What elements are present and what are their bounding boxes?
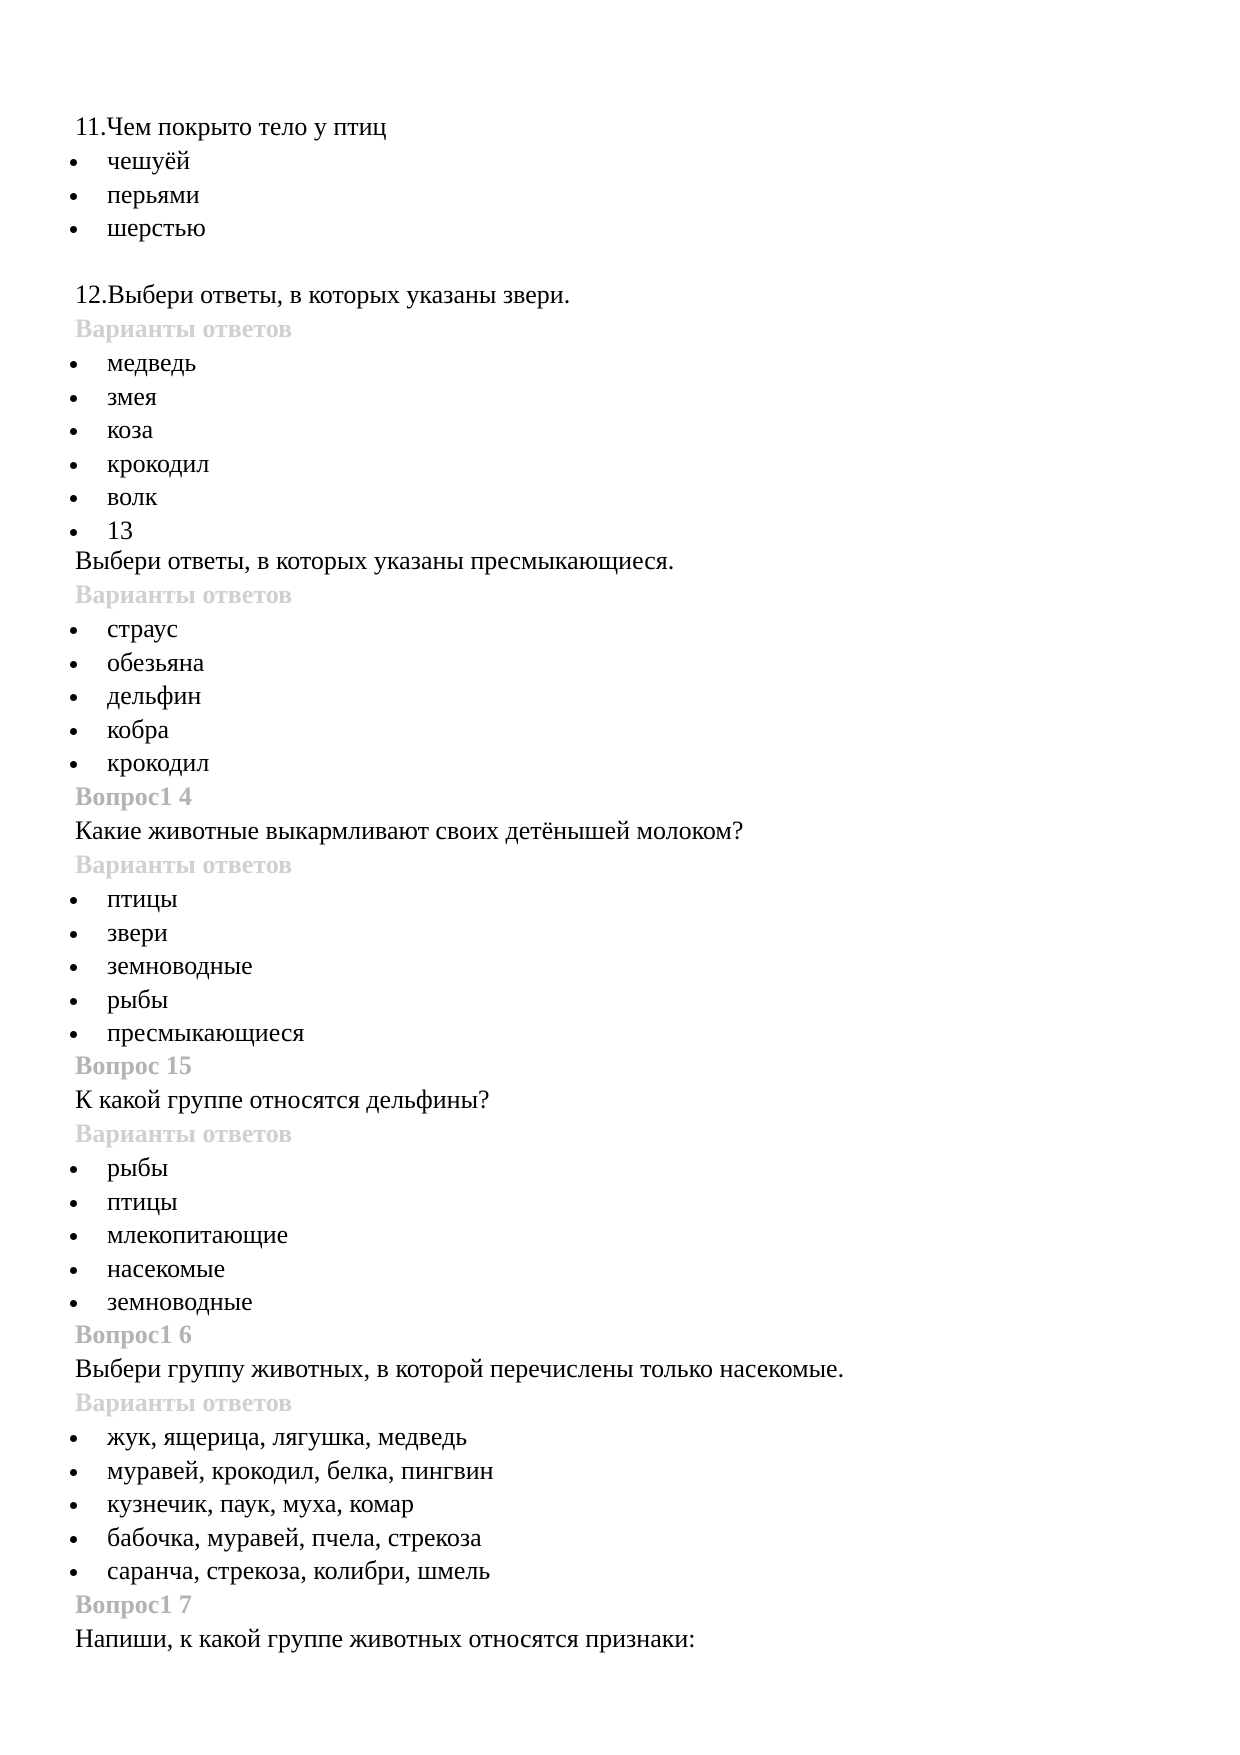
- bullet-icon: [70, 1166, 77, 1173]
- question-15-text: К какой группе относятся дельфины?: [75, 1085, 490, 1114]
- bullet-icon: [70, 159, 77, 166]
- list-item: волк: [0, 480, 1240, 514]
- question-14-text: Какие животные выкармливают своих детёнышей молоком?: [75, 816, 744, 845]
- question-12-options: [0, 346, 1240, 547]
- list-item: насекомые: [0, 1252, 1240, 1286]
- list-item: рыбы: [0, 983, 1240, 1017]
- list-item: перьями: [0, 178, 1240, 212]
- bullet-icon: [70, 193, 77, 200]
- list-item: земноводные: [0, 949, 1240, 983]
- list-item: бабочка, муравей, пчела, стрекоза: [0, 1521, 1240, 1555]
- list-item: крокодил: [0, 746, 1240, 780]
- bullet-icon: [70, 998, 77, 1005]
- question-15: [0, 1049, 1240, 1319]
- question-17: [0, 1588, 1240, 1656]
- bullet-icon: [70, 694, 77, 701]
- answer-options-label: Варианты ответов: [75, 1388, 293, 1417]
- question-16-text: Выбери группу животных, в которой перечислены только насекомые.: [75, 1354, 845, 1383]
- list-item: птицы: [0, 1185, 1240, 1219]
- bullet-icon: [70, 226, 77, 233]
- question-11-title: 11.Чем покрыто тело у птиц: [75, 112, 387, 141]
- question-16-label: Вопрос1 6: [75, 1320, 192, 1349]
- bullet-icon: [70, 529, 77, 536]
- list-item: обезьяна: [0, 646, 1240, 680]
- question-11-options: [0, 144, 1240, 245]
- answer-options-label: Варианты ответов: [75, 850, 293, 879]
- list-item: саранча, стрекоза, колибри, шмель: [0, 1554, 1240, 1588]
- list-item: муравей, крокодил, белка, пингвин: [0, 1454, 1240, 1488]
- list-item: коза: [0, 413, 1240, 447]
- list-item: жук, ящерица, лягушка, медведь: [0, 1420, 1240, 1454]
- bullet-icon: [70, 1435, 77, 1442]
- list-item: млекопитающие: [0, 1218, 1240, 1252]
- list-item: земноводные: [0, 1285, 1240, 1319]
- answer-options-label: Варианты ответов: [75, 314, 293, 343]
- bullet-icon: [70, 1233, 77, 1240]
- question-17-label: Вопрос1 7: [75, 1590, 192, 1619]
- question-14-options: [0, 882, 1240, 1050]
- answer-options-label: Варианты ответов: [75, 1119, 293, 1148]
- bullet-icon: [70, 1267, 77, 1274]
- question-14-label: Вопрос1 4: [75, 782, 192, 811]
- question-15-label: Вопрос 15: [75, 1051, 192, 1080]
- bullet-icon: [70, 1536, 77, 1543]
- bullet-icon: [70, 395, 77, 402]
- question-15-options: [0, 1151, 1240, 1319]
- bullet-icon: [70, 462, 77, 469]
- list-item: кузнечик, паук, муха, комар: [0, 1487, 1240, 1521]
- list-item: рыбы: [0, 1151, 1240, 1185]
- bullet-icon: [70, 931, 77, 938]
- answer-options-label: Варианты ответов: [75, 580, 293, 609]
- bullet-icon: [70, 661, 77, 668]
- bullet-icon: [70, 1031, 77, 1038]
- list-item: медведь: [0, 346, 1240, 380]
- question-12: [0, 278, 1240, 547]
- list-item: чешуёй: [0, 144, 1240, 178]
- question-12-title: 12.Выбери ответы, в которых указаны звери.: [75, 280, 571, 309]
- list-item: страус: [0, 612, 1240, 646]
- question-13: [0, 544, 1240, 780]
- list-item: птицы: [0, 882, 1240, 916]
- list-item: шерстью: [0, 211, 1240, 245]
- bullet-icon: [70, 627, 77, 634]
- bullet-icon: [70, 761, 77, 768]
- list-item: змея: [0, 380, 1240, 414]
- bullet-icon: [70, 361, 77, 368]
- bullet-icon: [70, 1569, 77, 1576]
- list-item: пресмыкающиеся: [0, 1016, 1240, 1050]
- list-item: 13: [0, 514, 1240, 548]
- question-16-options: [0, 1420, 1240, 1588]
- bullet-icon: [70, 1300, 77, 1307]
- question-17-text: Напиши, к какой группе животных относятся признаки:: [75, 1624, 696, 1653]
- bullet-icon: [70, 964, 77, 971]
- list-item: кобра: [0, 713, 1240, 747]
- bullet-icon: [70, 897, 77, 904]
- bullet-icon: [70, 1502, 77, 1509]
- question-16: [0, 1318, 1240, 1588]
- question-14: [0, 780, 1240, 1050]
- list-item: дельфин: [0, 679, 1240, 713]
- bullet-icon: [70, 1200, 77, 1207]
- question-13-text: Выбери ответы, в которых указаны пресмыкающиеся.: [75, 546, 675, 575]
- bullet-icon: [70, 428, 77, 435]
- question-13-options: [0, 612, 1240, 780]
- bullet-icon: [70, 1469, 77, 1476]
- bullet-icon: [70, 495, 77, 502]
- bullet-icon: [70, 728, 77, 735]
- list-item: звери: [0, 916, 1240, 950]
- question-11: [0, 110, 1240, 245]
- list-item: крокодил: [0, 447, 1240, 481]
